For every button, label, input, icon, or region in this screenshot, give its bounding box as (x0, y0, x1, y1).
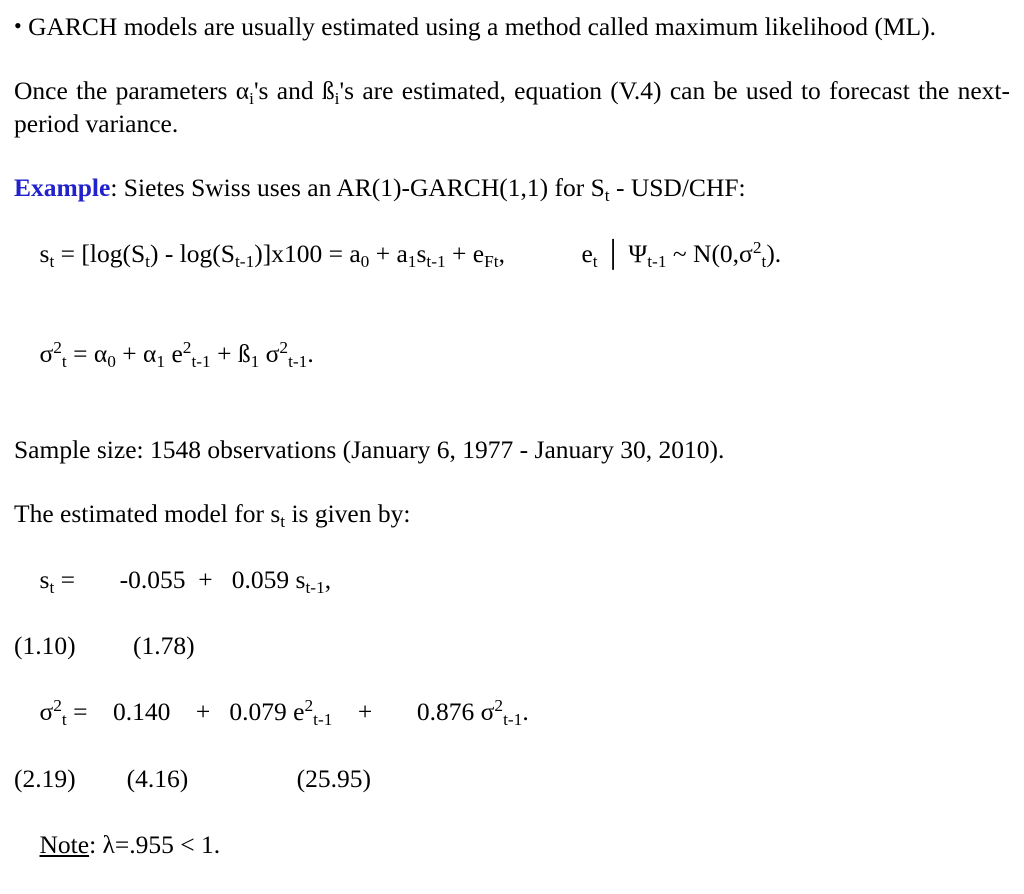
mean-plus: + (185, 564, 232, 594)
mean-s-sub: t (49, 577, 55, 597)
estimated-model-lead (14, 497, 1010, 530)
estimated-lead-end: is given by: (285, 498, 411, 528)
eq2-alpha1-sub: 1 (156, 351, 166, 371)
spacer-4 (14, 467, 1010, 497)
mean-coefficient: 0.059 (231, 564, 290, 594)
eq1-a1-sub: 1 (407, 252, 417, 272)
var-plus2: + (332, 697, 417, 727)
eq1-psi-sub: t-1 (647, 252, 667, 272)
eq1-dist: ~ N(0,σ (666, 239, 753, 269)
mean-eq-sign: = (54, 564, 82, 594)
example-intro: : Sietes Swiss uses an AR(1)-GARCH(1,1) for S (110, 172, 605, 202)
equation-mean-specification (14, 204, 1010, 303)
spacer-3 (14, 403, 1010, 433)
eq1-S-sub2: t-1 (234, 252, 255, 272)
alpha-subscript: i (249, 88, 254, 108)
note-line (14, 795, 1010, 894)
variance-equation-tstats: (2.19) (4.16) (25.95) (14, 763, 371, 793)
eq1-bar-psi: │ Ψ (597, 239, 648, 269)
var-end: . (522, 697, 529, 727)
eq2-beta1-sub: 1 (250, 351, 260, 371)
eq2-sigma2-sup: 2 (279, 337, 289, 357)
eq2-plus: + α (115, 338, 157, 368)
eq1-sigma-sub: t (761, 252, 767, 272)
var-e-sub: t-1 (313, 710, 333, 730)
var-sigma-sub: t (61, 710, 67, 730)
eq2-sigma-sup: 2 (53, 337, 62, 357)
bullet-marker: • (14, 13, 22, 38)
eq1-plus2: + e (445, 239, 485, 269)
eq2-sigma2-sub: t-1 (288, 351, 308, 371)
mean-equation-tstats: (1.10) (1.78) (14, 631, 195, 661)
var-sigma-sup: 2 (53, 696, 62, 716)
eq1-plus: + a (369, 239, 408, 269)
eq1-mid: ) - log(S (149, 239, 235, 269)
eq2-sigma-sub: t (61, 351, 67, 371)
eq2-end: . (307, 338, 314, 368)
eq1-a0-sub: 0 (360, 252, 370, 272)
example-label: Example (14, 172, 111, 202)
eq2-e-sup: 2 (182, 337, 192, 357)
eq1-cond-e: e (581, 239, 593, 269)
bullet-paragraph-intro (14, 10, 1010, 44)
equation-variance-specification (14, 304, 1010, 403)
mean-variable: s (289, 564, 306, 594)
var-eq-sign: = (66, 697, 114, 727)
eq1-s-sub: t (49, 252, 55, 272)
eq2-alpha0-sub: 0 (107, 351, 116, 371)
eq2-sigma: σ (39, 338, 54, 368)
beta-symbol: ß (321, 75, 335, 105)
estimated-lead-text: The estimated model for s (14, 498, 281, 528)
estimated-mean-equation (14, 530, 1010, 629)
params-mid1: 's and (253, 75, 322, 105)
eq1-spacer (505, 237, 582, 270)
eq1-close: ). (766, 239, 782, 269)
intro-text: GARCH models are usually estimated using a method called maximum likelihood (ML). (28, 12, 936, 41)
sample-size-text: Sample size: 1548 observations (January 6, 1977 - January 30, 2010). (14, 434, 725, 464)
eq1-s: s (39, 239, 50, 269)
eq1-S-sub: t (145, 252, 150, 272)
var-sigma-term-sub: t-1 (503, 710, 523, 730)
eq1-mid2: )]x100 = a (254, 239, 361, 269)
eq2-sigma2: σ (259, 338, 280, 368)
note-text: : λ=.955 < 1. (89, 830, 221, 860)
var-e-sup: 2 (304, 696, 314, 716)
eq1-s-term: s (416, 239, 427, 269)
var-sigma-term: σ (474, 697, 495, 727)
beta-subscript: i (334, 88, 340, 108)
eq1-cond-e-sub: t (592, 252, 598, 272)
eq1-e-sub: Ft (484, 252, 499, 272)
var-plus1: + (170, 697, 230, 727)
mean-variable-sub: t-1 (305, 577, 325, 597)
example-intro-end: - USD/CHF: (609, 172, 746, 202)
eq2-e-term: e (165, 338, 183, 368)
var-c2: 0.876 (416, 697, 475, 727)
paragraph-parameters (14, 74, 1010, 141)
eq2-e-sub: t-1 (191, 351, 211, 371)
example-S-subscript: t (604, 185, 610, 205)
example-heading (14, 171, 1010, 204)
mean-s: s (39, 564, 50, 594)
note-label: Note (39, 830, 90, 860)
mean-constant: -0.055 (119, 564, 186, 594)
eq2-plus2: + ß (210, 338, 251, 368)
var-c0: 0.140 (113, 697, 171, 727)
eq1-sigma-sup: 2 (752, 238, 762, 258)
var-e-term: e (286, 697, 305, 727)
spacer-2 (14, 141, 1010, 171)
params-mid2: 's are estimated, equation (V.4) can be used to forecast the next-period variance. (14, 75, 1010, 139)
eq2-eq: = α (66, 338, 108, 368)
estimated-variance-equation (14, 662, 1010, 761)
eq1-s-term-sub: t-1 (426, 252, 446, 272)
estimated-lead-sub: t (280, 511, 286, 531)
eq1-comma: , (498, 239, 505, 269)
mean-spacer (81, 563, 119, 596)
var-c1: 0.079 (229, 697, 287, 727)
var-sigma-term-sup: 2 (494, 696, 504, 716)
alpha-symbol: α (235, 75, 250, 105)
eq1-eq: = [log(S (54, 239, 146, 269)
mean-comma: , (324, 564, 332, 594)
params-part1: Once the parameters (14, 75, 236, 105)
var-sigma: σ (39, 697, 54, 727)
spacer-1 (14, 44, 1010, 74)
